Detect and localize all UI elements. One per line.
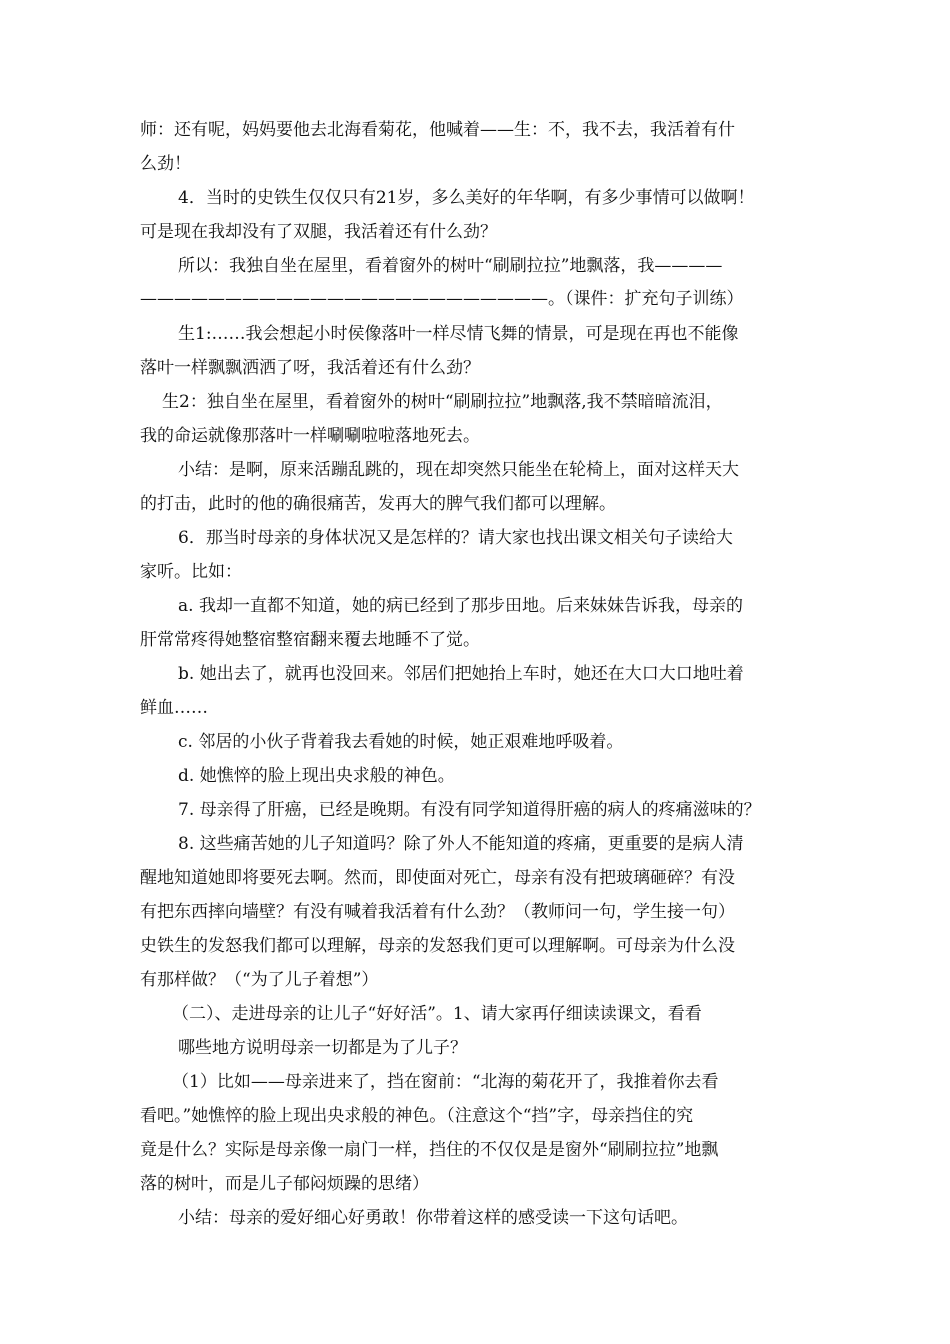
text-line: d. 她憔悴的脸上现出央求般的神色。 [178,766,455,786]
text-line: 小结：母亲的爱好细心好勇敢！你带着这样的感受读一下这句话吧。 [178,1208,688,1228]
text-line: 所以：我独自坐在屋里，看着窗外的树叶“刷刷拉拉”地飘落，我———— [178,256,723,276]
text-line: 生2：独自坐在屋里，看着窗外的树叶“刷刷拉拉”地飘落,我不禁暗暗流泪， [162,392,723,412]
text-line: 8. 这些痛苦她的儿子知道吗？除了外人不能知道的疼痛，更重要的是病人清 [178,834,744,854]
text-line: （二）、走进母亲的让儿子“好好活”。1、请大家再仔细读读课文，看看 [172,1004,702,1024]
text-line: 6．那当时母亲的身体状况又是怎样的？请大家也找出课文相关句子读给大 [178,528,733,548]
text-line: 生1:……我会想起小时侯像落叶一样尽情飞舞的情景，可是现在再也不能像 [178,324,739,344]
text-line: 看吧。”她憔悴的脸上现出央求般的神色。（注意这个“挡”字，母亲挡住的究 [140,1106,694,1126]
text-line: c. 邻居的小伙子背着我去看她的时候，她正艰难地呼吸着。 [178,732,624,752]
text-line: 竟是什么？实际是母亲像一扇门一样，挡住的不仅仅是是窗外“刷刷拉拉”地飘 [140,1140,719,1160]
text-line: 有把东西摔向墙壁？有没有喊着我活着有什么劲？（教师问一句，学生接一句） [140,902,735,922]
text-line: 小结：是啊，原来活蹦乱跳的，现在却突然只能坐在轮椅上，面对这样天大 [178,460,739,480]
text-line: 鲜血…… [140,698,208,718]
text-line: ————————————————————————。（课件：扩充句子训练） [140,289,744,309]
text-line: b. 她出去了，就再也没回来。邻居们把她抬上车时，她还在大口大口地吐着 [178,664,744,684]
text-line: 醒地知道她即将要死去啊。然而，即使面对死亡，母亲有没有把玻璃砸碎？有没 [140,868,735,888]
text-line: 落叶一样飘飘洒洒了呀，我活着还有什么劲？ [140,358,480,378]
text-line: 史铁生的发怒我们都可以理解，母亲的发怒我们更可以理解啊。可母亲为什么没 [140,936,735,956]
text-line: 4．当时的史铁生仅仅只有21岁，多么美好的年华啊，有多少事情可以做啊！ [178,188,755,208]
text-line: 哪些地方说明母亲一切都是为了儿子？ [178,1038,467,1058]
text-line: 家听。比如： [140,562,242,582]
text-line: a. 我却一直都不知道，她的病已经到了那步田地。后来妹妹告诉我，母亲的 [178,596,743,616]
text-line: 肝常常疼得她整宿整宿翻来覆去地睡不了觉。 [140,630,480,650]
text-line: 有那样做？（“为了儿子着想”） [140,970,379,990]
text-line: 的打击，此时的他的确很痛苦，发再大的脾气我们都可以理解。 [140,494,616,514]
text-line: 我的命运就像那落叶一样唰唰啦啦落地死去。 [140,426,480,446]
text-line: 可是现在我却没有了双腿，我活着还有什么劲？ [140,222,497,242]
text-line: （1）比如——母亲进来了，挡在窗前：“北海的菊花开了，我推着你去看 [172,1072,719,1092]
text-line: 么劲！ [140,154,191,174]
text-line: 落的树叶，而是儿子郁闷烦躁的思绪） [140,1174,429,1194]
text-line: 7. 母亲得了肝癌，已经是晚期。有没有同学知道得肝癌的病人的疼痛滋味的？ [178,800,761,820]
text-line: 师：还有呢，妈妈要他去北海看菊花，他喊着——生：不，我不去，我活着有什 [140,120,735,140]
